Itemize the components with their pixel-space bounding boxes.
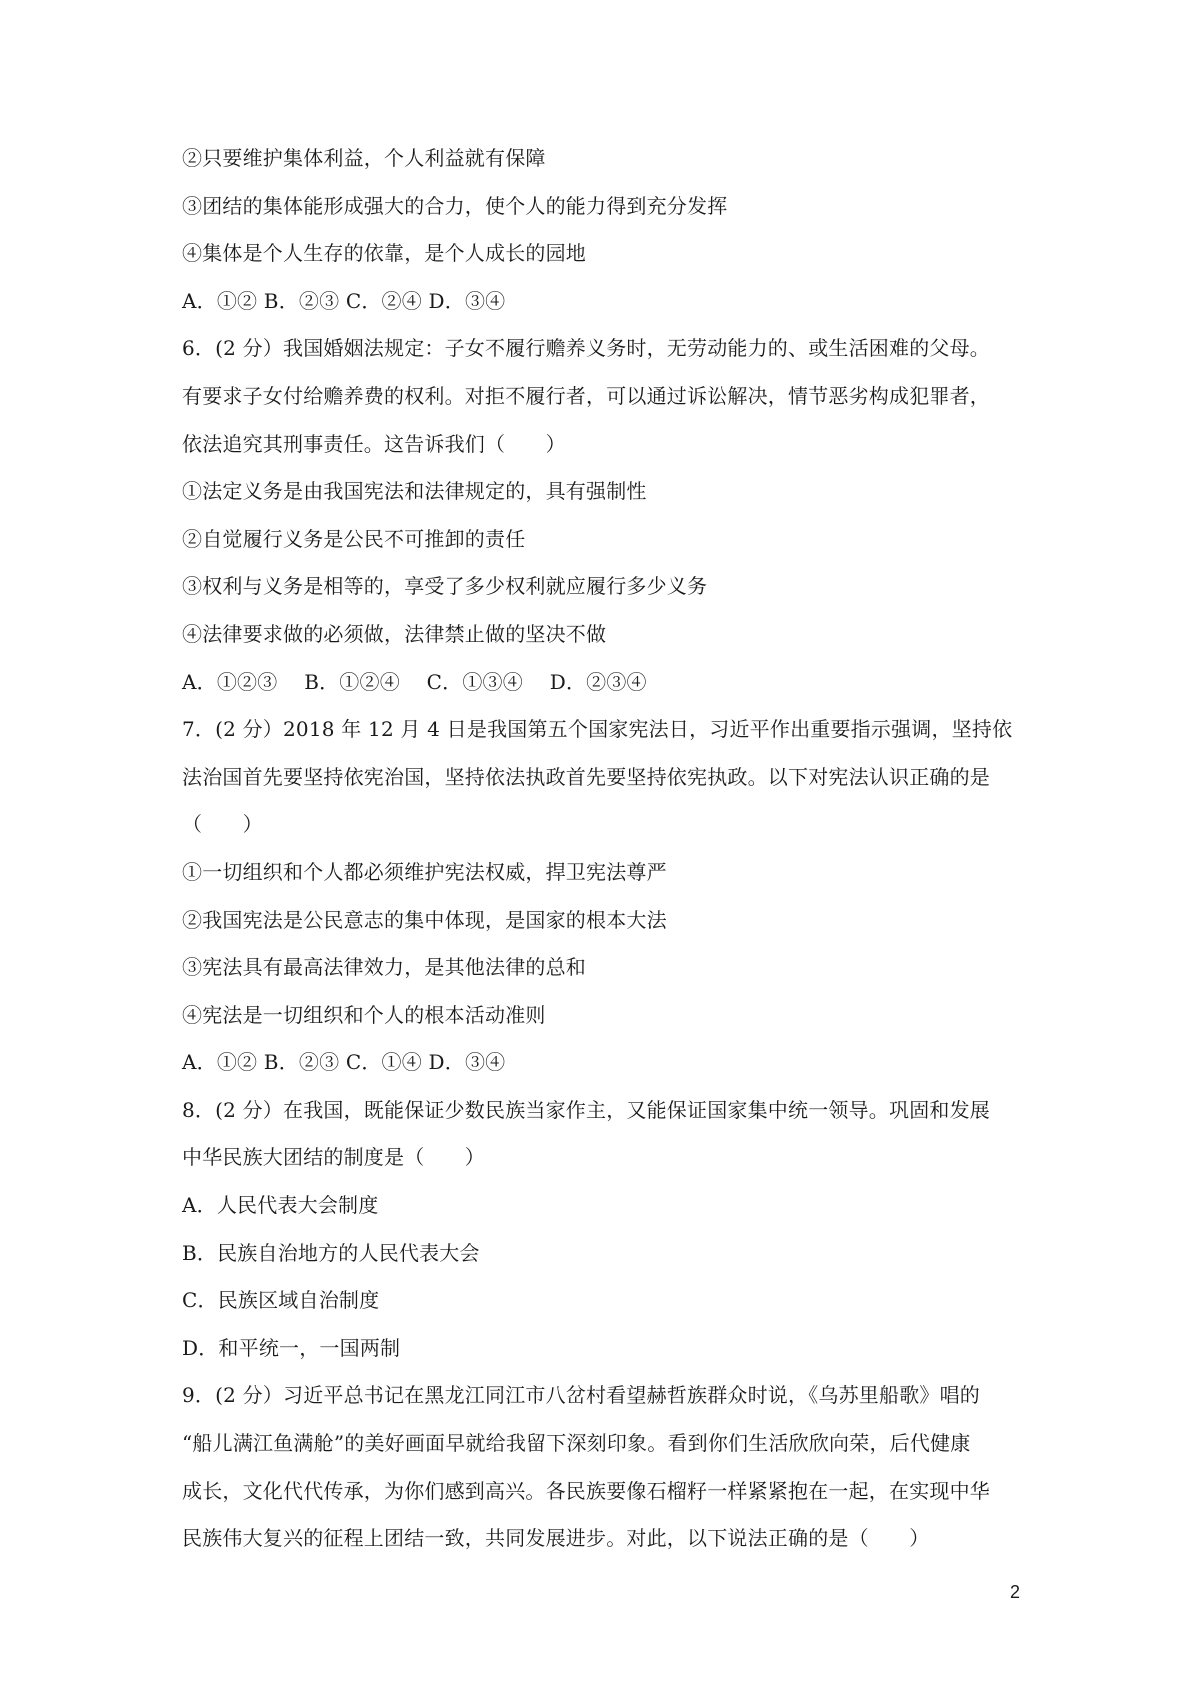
text-line: 法治国首先要坚持依宪治国，坚持依法执政首先要坚持依宪执政。以下对宪法认识正确的是 [182,764,990,789]
text-line: （ ） [182,812,263,837]
text-line: ②自觉履行义务是公民不可推卸的责任 [182,526,526,551]
text-line: 成长，文化代代传承，为你们感到高兴。各民族要像石榴籽一样紧紧抱在一起，在实现中华 [182,1478,990,1503]
text-line: ④宪法是一切组织和个人的根本活动准则 [182,1002,546,1027]
text-line: ③宪法具有最高法律效力，是其他法律的总和 [182,955,586,980]
question-6: 6．(2 分）我国婚姻法规定：子女不履行赡养义务时，无劳动能力的、或生活困难的父母。 [182,336,991,361]
answer-option: B．民族自治地方的人民代表大会 [182,1240,480,1265]
text-line: ①一切组织和个人都必须维护宪法权威，捍卫宪法尊严 [182,859,667,884]
answer-options: A．①② B．②③ C．②④ D．③④ [182,288,506,313]
text-line: ③权利与义务是相等的，享受了多少权利就应履行多少义务 [182,574,708,599]
question-9: 9．(2 分）习近平总书记在黑龙江同江市八岔村看望赫哲族群众时说，《乌苏里船歌》唱的 [182,1383,981,1408]
text-line: ③团结的集体能形成强大的合力，使个人的能力得到充分发挥 [182,193,728,218]
text-line: 有要求子女付给赡养费的权利。对拒不履行者，可以通过诉讼解决，情节恶劣构成犯罪者， [182,383,990,408]
text-line: 民族伟大复兴的征程上团结一致，共同发展进步。对此，以下说法正确的是（ ） [182,1526,930,1551]
text-line: 中华民族大团结的制度是（ ） [182,1145,485,1170]
text-line: ①法定义务是由我国宪法和法律规定的，具有强制性 [182,479,647,504]
answer-options: A．①② B．②③ C．①④ D．③④ [182,1050,506,1075]
page-number: 2 [1010,1582,1021,1602]
text-line: ④法律要求做的必须做，法律禁止做的坚决不做 [182,621,607,646]
answer-options: A．①②③ B．①②④ C．①③④ D．②③④ [182,669,647,694]
answer-option: D．和平统一，一国两制 [182,1335,401,1360]
text-line: ④集体是个人生存的依靠，是个人成长的园地 [182,241,586,266]
question-8: 8．(2 分）在我国，既能保证少数民族当家作主，又能保证国家集中统一领导。巩固和发展 [182,1097,991,1122]
text-line: ②只要维护集体利益，个人利益就有保障 [182,146,546,170]
answer-option: C．民族区域自治制度 [182,1288,380,1313]
text-line: ②我国宪法是公民意志的集中体现，是国家的根本大法 [182,907,667,932]
text-line: 依法追究其刑事责任。这告诉我们（ ） [182,431,566,456]
question-7: 7．(2 分）2018 年 12 月 4 日是我国第五个国家宪法日，习近平作出重要指示强调，坚持依 [182,717,1013,742]
document-body [182,146,1030,1574]
text-line: “船儿满江鱼满舱”的美好画面早就给我留下深刻印象。看到你们生活欣欣向荣，后代健康 [182,1431,971,1456]
answer-option: A．人民代表大会制度 [182,1193,379,1218]
